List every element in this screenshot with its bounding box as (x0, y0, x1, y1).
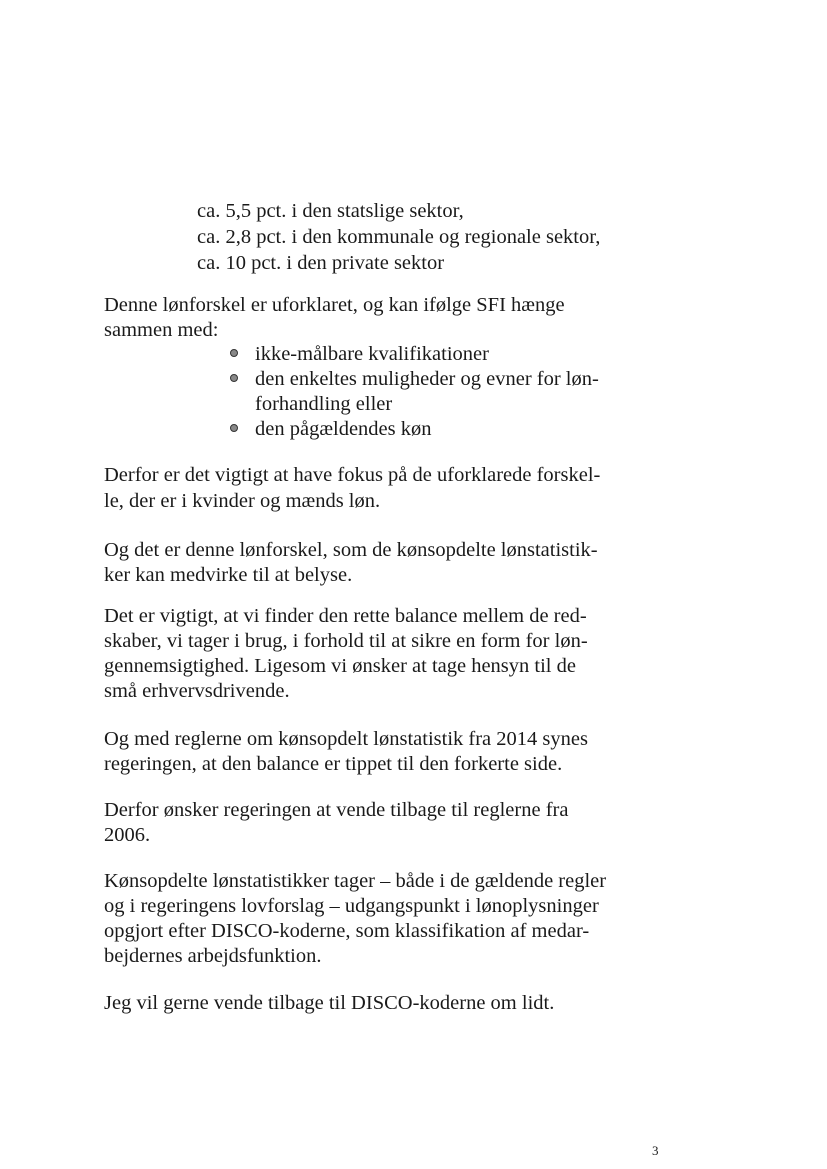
paragraph-rules-2014-line-2: regeringen, at den balance er tippet til den forkerte side. (104, 753, 563, 775)
bullet-icon (230, 424, 238, 432)
stat-line-private: ca. 10 pct. i den private sektor (197, 252, 445, 274)
paragraph-closing: Jeg vil gerne vende tilbage til DISCO-koderne om lidt. (104, 992, 555, 1014)
bullet-icon (230, 374, 238, 382)
intro-line-1: Denne lønforskel er uforklaret, og kan ifølge SFI hænge (104, 294, 565, 316)
page-number: 3 (652, 1143, 659, 1158)
bullet-item-abilities: den enkeltes muligheder og evner for løn- (255, 368, 599, 390)
bullet-item-qualifications: ikke-målbare kvalifikationer (255, 343, 489, 365)
paragraph-return-line-1: Derfor ønsker regeringen at vende tilbage til reglerne fra (104, 799, 569, 821)
bullet-icon (230, 349, 238, 357)
paragraph-balance-line-3: gennemsigtighed. Ligesom vi ønsker at tage hensyn til de (104, 655, 576, 677)
paragraph-statistics-line-1: Og det er denne lønforskel, som de kønsopdelte lønstatistik- (104, 539, 598, 561)
paragraph-disco-line-2: og i regeringens lovforslag – udgangspunkt i lønoplysninger (104, 895, 599, 917)
paragraph-balance-line-1: Det er vigtigt, at vi finder den rette balance mellem de red- (104, 605, 587, 627)
paragraph-statistics-line-2: ker kan medvirke til at belyse. (104, 564, 353, 586)
paragraph-disco-line-1: Kønsopdelte lønstatistikker tager – både i de gældende regler (104, 870, 607, 892)
bullet-item-gender: den pågældendes køn (255, 418, 432, 440)
paragraph-disco-line-4: bejdernes arbejdsfunktion. (104, 945, 322, 967)
paragraph-disco-line-3: opgjort efter DISCO-koderne, som klassifikation af medar- (104, 920, 590, 942)
paragraph-balance-line-4: små erhvervsdrivende. (104, 680, 290, 702)
paragraph-focus-line-2: le, der er i kvinder og mænds løn. (104, 490, 381, 512)
paragraph-balance-line-2: skaber, vi tager i brug, i forhold til at sikre en form for løn- (104, 630, 588, 652)
paragraph-rules-2014-line-1: Og med reglerne om kønsopdelt lønstatistik fra 2014 synes (104, 728, 588, 750)
intro-line-2: sammen med: (104, 319, 219, 341)
stat-line-state: ca. 5,5 pct. i den statslige sektor, (197, 200, 464, 222)
stat-line-municipal: ca. 2,8 pct. i den kommunale og regionale sektor, (197, 226, 601, 248)
paragraph-focus-line-1: Derfor er det vigtigt at have fokus på de uforklarede forskel- (104, 464, 601, 486)
bullet-item-abilities-cont: forhandling eller (255, 393, 393, 415)
paragraph-return-line-2: 2006. (104, 824, 151, 846)
